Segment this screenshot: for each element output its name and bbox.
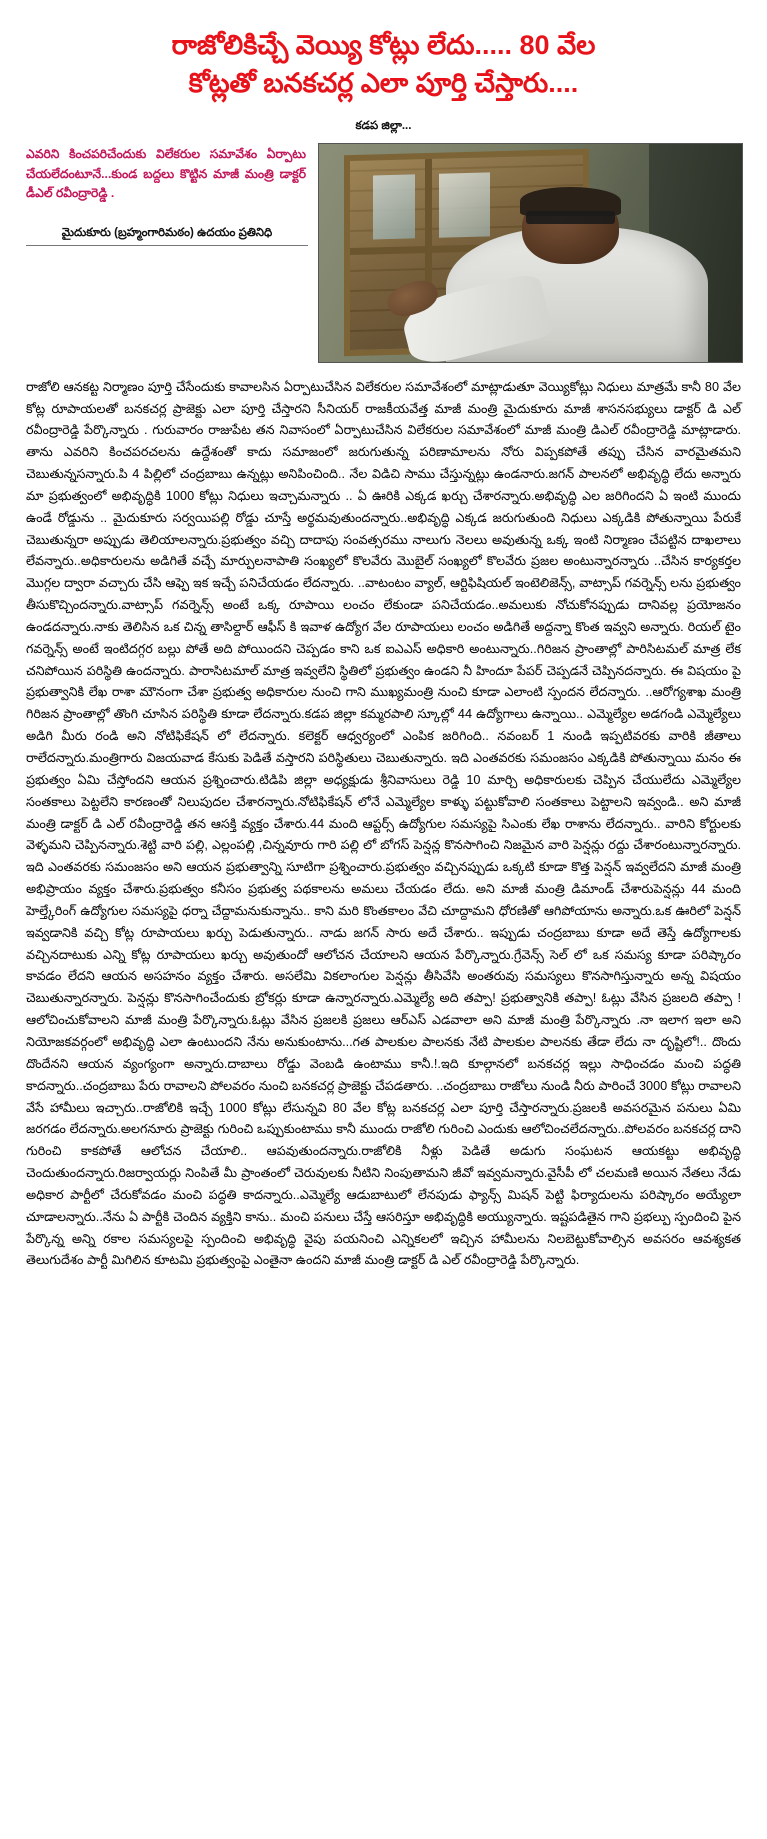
article-text: రాజోలి ఆనకట్ట నిర్మాణం పూర్తి చేసేందుకు కావాలసిన ఏర్పాటుచేసిన విలేకరుల సమావేశంలో మాట్లాడుతూ వెయ్యికోట్లు నిధులు మాత్రమే కానీ 80 వేల కోట్ల రూపాయలతో బనకచర్ల ప్రాజెక్టు ఎలా పూర్తి చేస్తారని సీనియర్ రాజకీయవేత్త మాజీ మంత్రి మైదుకూరు మాజీ శాసనసభ్యులు డాక్టర్ డి ఎల్ రవీంద్రారెడ్డి పేర్కొన్నారు . గురువారం రాజుపేట తన నివాసంలో ఏర్పాటుచేసిన విలేకరుల సమావేశంలో మాజీ మంత్రి డిఎల్ రవీంద్రారెడ్డి మాట్లాడారు. తాను ఎవరిని కించపరచలను ఉద్దేశంతో కాదు సమాజంలో జరుగుతున్న పరిణామాలను నోరు విప్పకపోతే తప్పు చేసిన వారమైతమని చెబుతున్నసన్నారు.పి 4 పిల్లిలో చంద్రబాబు ఉన్నట్లు అనిపించింది.. నేల విడిచి సాము చేస్తున్నట్లు ఉండనారు.జగన్ పాలనలో అభివృద్ధి లేదు అన్నారు మా ప్రభుత్వంలో అభివృద్ధికి 1000 కోట్లు నిధులు ఇచ్చామన్నారు .. ఏ ఊరికి ఎక్కడ ఖర్చు చేశారన్నారు.అభివృద్ధి ఎల జరిగిందని ఏ ఇంటి ముందు ఉండే రోడ్డును .. మైదుకూరు సర్వయిపల్లి రోడ్డు చూస్తే అర్థమవుతుందన్నారు..అభివృద్ధి ఎక్కడ జరుగుతుంది నిధులు ఎక్కడికి పోతున్నాయి పేరుకే చెబుతున్నరా అప్పుడు తెలియాలన్నారు.ప్రభుత్వం వచ్చి దాదాపు సంవత్సరము నాలుగు నెలలు అవుతున్న ఒక్క ఇంటి నిర్మాణం చేపట్టిన దాఖలాలు లేవన్నారు..అధికారులను అడిగితే వచ్చే మార్పులనాపాతి సంఖ్యలో కొలవేరు మొబైల్ సంఖ్యలో కొలవేరు ప్రజల అంటున్నారన్నారు ..చేసిన కార్యకర్తల మొగ్గల ద్వారా వచ్చారు చేసి ఆఫ్పె ఇక ఇచ్చే పనిచేయడం లేదన్నారు. ..వాటంటం వ్యాల్, ఆర్టిఫిషియల్ ఇంటెలిజెన్స్, వాట్సాప్ గవర్నెన్స్ లను ప్రభుత్వం తీసుకొచ్చిందన్నారు.వాట్సాప్ గవర్నెన్స్ అంటే ఒక్క రూపాయి లంచం లేకుండా పనిచేయడం..అమలుకు నోచుకోనప్పుడు దానివల్ల ప్రయోజనం ఉండదన్నారు.నాకు తెలిసిన ఒక చిన్న తాసిల్దార్ ఆఫీస్ కి ఇవాళ ఉద్యోగ వేల రూపాయలు లంచం అడిగితే అద్దన్నా కొంత ఇవ్వని అన్నారు. రియల్ టైం గవర్నెన్స్ అంటే ఇంటిదగ్గర బల్లు పోతే అది పోయిందని చెప్పడం కాని ఒక ఐఎఎస్ అధికారి అంటున్నారు..గిరిజన ప్రాంతాల్లో పారిసిటమల్ మాత్ర లేక చనిపోయిన పరిస్థితి ఉందన్నారు. పారాసిటమాల్ మాత్ర ఇవ్వలేని స్థితిలో ప్రభుత్వం ఉండని నీ హిందూ పేపర్ చెప్పడనే చెప్పినదన్నారు. ఈ విషయం పై ప్రభుత్వానికి లేఖ రాశా మౌనంగా చేశా ప్రభుత్వ అధికారుల నుంచి గాని ముఖ్యమంత్రి నుంచి కూడా ఎలాంటి స్పందన లేదన్నారు. ..ఆరోగ్యశాఖ మంత్రి గిరిజన ప్రాంతాల్లో తొంగి చూసిన పరిస్థితి కూడా లేదన్నారు.కడప జిల్లా కమ్మరపాలి స్కూల్లో 44 ఉద్యోగాలు ఉన్నాయి.. ఎమ్మెల్యేల అడగండి ఎమ్మెల్యేలు అడిగి మీరు రండి అని నోటిఫికేషన్ లో లేదన్నారు. కలెక్టర్ ఆధ్వర్యంలో ఎంపిక జరిగింది.. నవంబర్ 1 నుండి ఇప్పటివరకు వారికి జీతాలు రాలేదన్నారు.మంత్రిగారు విజయవాడ కేసుకు పెడితే వస్తారని పరిస్థితులు చెబుతున్నారు. ఇది ఎంతవరకు సమంజసం ఎక్కడికి పోతున్నాయి మనం ఈ ప్రభుత్వం ఏమి చేస్తోందని ఆయన ప్రశ్నించారు.టిడిపి జిల్లా అధ్యక్షుడు శ్రీనివాసులు రెడ్డి 10 మార్చి అధికారులకు చెప్పిన చేయులేదు ఎమ్మెల్యేల సంతకాలు పెట్టలేని కారణంతో నిలుపుదల చేశారన్నారు.నోటిఫికేషన్ లోనే ఎమ్మెల్యేల కాళ్ళు పట్టుకోవాలి సంతకాలు పెట్టాలని ఇవ్వండి.. అని మాజీ మంత్రి డాక్టర్ డి ఎల్ రవీంద్రారెడ్డి తన ఆసక్తి వ్యక్తం చేశారు.44 మంది ఆప్టర్స్ ఉద్యోగుల సమస్యపై సిఎంకు లేఖ రాశాను లేదన్నారు.. వారిని కోర్టులకు వెళ్ళమని చెప్పినన్నారు.శెట్టి వారి పల్లి, ఎల్లంపల్లి ,చిన్నవూరు గారి పల్లి లో బోగస్ పెన్షన్ల కొనసాగించి నిజమైన వారి పెన్షన్లు రద్దు చేశారంటున్నారన్నారు. ఇది ఎంతవరకు సమంజసం అని ఆయన ప్రభుత్వాన్ని సూటిగా ప్రశ్నించారు.ప్రభుత్వం వచ్చినప్పుడు ఒక్కటి కూడా కొత్త పెన్షన్ ఇవ్వలేదని మాజీ మంత్రి అభిప్రాయం వ్యక్తం చేశారు.ప్రభుత్వం కనీసం ప్రభుత్వ పథకాలను అమలు చేయడం లేదు. అని మాజీ మంత్రి డిమాండ్ చేశారుపెన్షన్లు 44 మంది హెల్త్కేరింగ్ ఉద్యోగుల సమస్యపై ధర్నా చేద్దామనుకున్నాను.. కాని మరి కొంతకాలం వేచి చూద్దామని ధోరణితో ఆగిపోయాను అన్నారు.ఒక ఊరిలో పెన్షన్ ఇవ్వడానికి వచ్చి కోట్ల రూపాయలు ఖర్చు పెడుతున్నారు.. నాడు జగన్ సారు అదే చేశారు.. ఇప్పుడు చంద్రబాబు కూడా అదే తెస్తే ఉద్యోగాలకు వచ్చినదాటుకు ఎన్ని కోట్ల రూపాయలు ఖర్చు అవుతుందో ఆలోచన చేయాలని ఆయన పేర్కొన్నారు.గ్రేవెన్స్ సెల్ లో ఒక సమస్య కూడా పరిష్కారం కావడం లేదని ఆయన అసహనం వ్యక్తం చేశారు. అసలేమి వికలాంగుల పెన్షన్లు తీసివేసి అంతరువు సమస్యలు కొనసాగిస్తున్నారు అన్న విషయం చెబుతున్నారన్నారు. పెన్షన్లు కొనసాగించేందుకు బ్రోకర్లు కూడా ఉన్నారన్నారు.ఎమ్మెల్యే అది తప్పా! ప్రభుత్వానికి తప్పా! ఓట్లు వేసిన ప్రజలది తప్పా !ఆలోచించుకోవాలని మాజీ మంత్రి పేర్కొన్నారు.ఓట్లు వేసిన ప్రజలకి ప్రజలు ఆర్ఎస్ ఎడవాలా అని మాజీ మంత్రి పేర్కొన్నారు .నా ఇలాగ ఇలా అని నియోజకవర్గంలో అభివృద్ధి ఎలా ఉంటుందని నేను అనుకుంటాను...గత పాలకుల పాలనకు నేటి పాలకుల పాలనకు తేడా లేదు నా దృష్టిలో!.. దొందు దొందేనని ఆయన వ్యంగ్యంగా అన్నారు.దాబాలు రోడ్డు వెంబడి ఉంటాము కానీ.!.ఇది కూల్గానలో బనకచర్ల ఇల్లు సాధించడం మంచి పద్ధతి కాదన్నారు..చంద్రబాబు పేరు రావాలని పోలవరం నుంచి బనకచర్ల ప్రాజెక్టు చేపడతారు. ..చంద్రబాబు రాజోలు నుండి నీరు పారించే 3000 కోట్లు రావాలని వేసే హామీలు ఇచ్చారు..రాజోలికి ఇచ్చే 1000 కోట్లు లేసున్నవి 80 వేల కోట్ల బనకచర్ల ఎలా పూర్తి చేస్తారన్నారు.ప్రజలకి అవసరమైన పనులు ఏమి జరగడం లేదన్నారు.అలగనూరు ప్రాజెక్టు గురించి ఒప్పుకుంటాము కానీ ముందు రాజోలి గురించి ఎందుకు ఆలోచించలేదన్నారు..పోలవరం బనకచర్ల దాని గురించి కాకపోతే ఆలోచన చేయాలి.. ఆపవుతుందన్నారు.రాజోలికి నీళ్లు పెడితే అడుగు సంఘటన ఆయకట్టు అభివృద్ధి చెందుతుందన్నారు.రిజర్వాయర్లు నింపితే మీ ప్రాంతంలో చెరువులకు నీటిని నింపుతామని జీవో ఇవ్వమన్నారు.వైసీపీ లో చలమణి అయిన నేతలు నేడు అధికార పార్టీలో చేరుకోవడం మంచి పద్ధతి కాదన్నారు..ఎమ్మెల్యే ఆడుబాటులో లేనపుడు ఫ్యాన్స్ మిషన్ పెట్టి ఫిర్యాదులను పరిష్కారం అయ్యేలా చూడాలన్నారు..నేను ఏ పార్టీకి చెందిన వ్యక్తిని కాను.. మంచి పనులు చేస్తే ఆసరిస్తూ అభివృద్ధికి అయ్యున్నారు. ఇష్టపడితైన గాని ప్రభల్పు స్పందించి పైన పేర్కొన్న అన్ని రకాల సమస్యలపై స్పందించి అభివృద్ధి వైపు పయనించి ఎన్నికలలో ఇచ్చిన హామీలను నిలబెట్టుకోవాల్సిన అవసరం ఆవశ్యకత తెలుగుదేశం పార్టీ మిగిలిన కూటమి ప్రభుత్వంపై ఎంతైనా ఉందని మాజీ మంత్రి డాక్టర్ డి ఎల్ రవీంద్రారెడ్డి పేర్కొన్నారు. [26,379,741,1268]
photo-window-pane-right [439,173,490,238]
photo-caption: ఎవరిని కించపరిచేందుకు విలేకరుల సమావేశం ఏర్పాటు చేయలేదంటూనే...కుండ బద్దలు కొట్టిన మాజీ మంత్రి డాక్టర్ డీఎల్ రవీంద్రారెడ్డి . [26,146,306,201]
headline-line-1: రాజోలికిచ్చే వెయ్యి కోట్లు లేదు..... 80 వేల [171,30,596,60]
lead-block [26,141,741,363]
press-meet-photo [318,143,743,363]
headline-line-2: కోట్లతో బనకచర్ల ఎలా పూర్తి చేస్తారు.... [188,68,579,99]
photo-window-pane-left [374,175,416,240]
byline: మైదుకూరు (బ్రహ్మంగారిమఠం) ఉదయం ప్రతినిధి [26,226,308,246]
dateline: కడప జిల్లా... [355,119,412,132]
photo-column [318,141,741,363]
caption-column [26,141,308,247]
photo-person-glasses [526,211,615,224]
page-title [26,18,741,105]
article-body [26,377,741,1273]
